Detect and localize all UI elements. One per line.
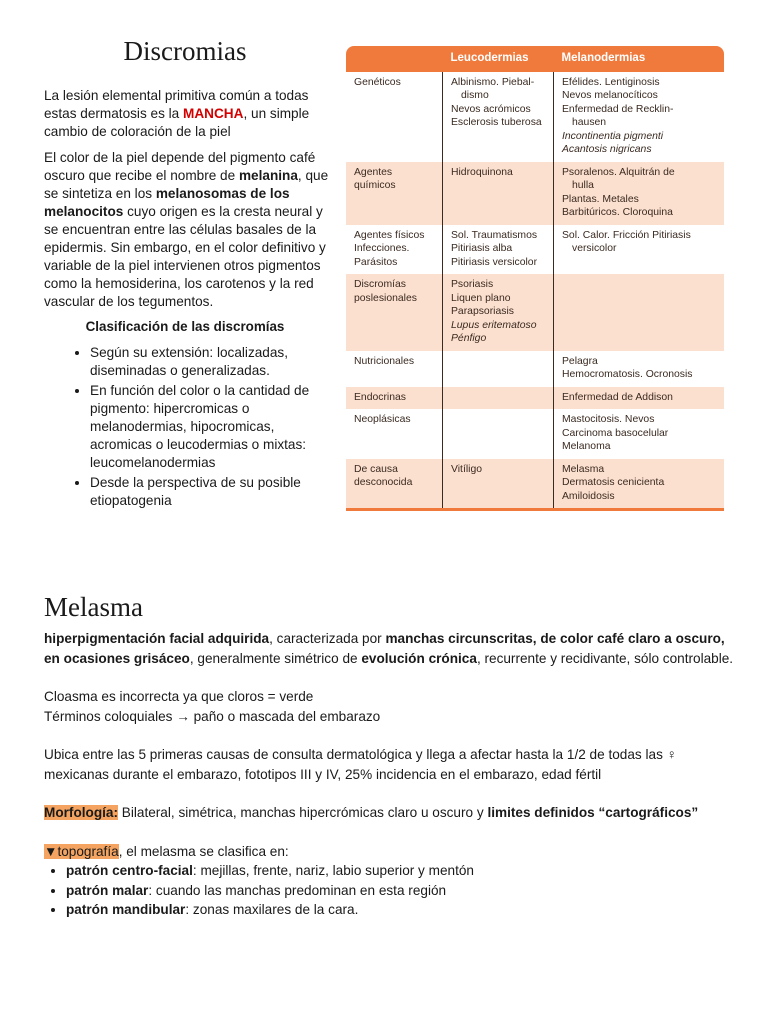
intro-paragraph: La lesión elemental primitiva común a todas estas dermatosis es la MANCHA, un simple cambio de coloración de la piel [44, 88, 310, 139]
table-row [346, 351, 724, 387]
list-item: • patrón centro-facial: mejillas, frente, nariz, labio superior y mentón [66, 861, 734, 881]
table-cell-melanodermias: Pelagra Hemocromatosis. Ocronosis [554, 351, 725, 387]
table-cell-category: Genéticos [346, 72, 443, 162]
table-cell-leucodermias [443, 387, 554, 410]
list-item: • Según su extensión: localizadas, diseminadas o generalizadas. [90, 344, 334, 380]
clasificacion-list [44, 344, 334, 510]
table-header-melanodermias: Melanodermias [554, 46, 725, 72]
table-cell-leucodermias: Albinismo. Piebal- dismo Nevos acrómicos Esclerosis tuberosa [443, 72, 554, 162]
table-cell-melanodermias: Enfermedad de Addison [554, 387, 725, 410]
melanosomas-term: melanosomas de los melanocitos [44, 186, 290, 219]
table-row [346, 162, 724, 225]
topografia-paragraph: ▼topografía, el melasma se clasifica en: [44, 843, 289, 859]
list-item: • Desde la perspectiva de su posible etiopatogenia [90, 474, 334, 510]
table-cell-leucodermias: Sol. Traumatismos Pitiriasis alba Pitiriasis versicolor [443, 225, 554, 275]
cloasma-note: Cloasma es incorrecta ya que cloros = verde [44, 689, 314, 704]
clasificacion-heading: Clasificación de las discromías [85, 319, 285, 334]
table-row [346, 409, 724, 459]
patrones-list [44, 861, 734, 920]
table-cell-melanodermias: Sol. Calor. Fricción Pitiriasis versicolor [554, 225, 725, 275]
table-cell-melanodermias: Melasma Dermatosis cenicienta Amiloidosis [554, 459, 725, 510]
discromias-title: Discromias [123, 36, 247, 66]
melasma-section [44, 592, 734, 920]
table-cell-melanodermias: Efélides. Lentiginosis Nevos melanocíticos Enfermedad de Recklin- hausen Incontinentia pigmenti Acantosis nigricans [554, 72, 725, 162]
table-cell-melanodermias: Psoralenos. Alquitrán de hulla Plantas. Metales Barbitúricos. Cloroquina [554, 162, 725, 225]
melasma-definition: hiperpigmentación facial adquirida, caracterizada por manchas circunscritas, de color café claro a oscuro, en ocasiones grisáceo, generalmente simétrico de evolución crónica, recurrente y recidivante, sólo controlable. [44, 631, 734, 666]
table-row [346, 274, 724, 351]
epidemiology-paragraph: Ubica entre las 5 primeras causas de consulta dermatológica y llega a afectar hasta la 1/2 de todas las ♀ mexicanas durante el embarazo, fototipos III y IV, 25% incidencia en el embarazo, edad fértil [44, 747, 677, 782]
table-cell-melanodermias [554, 274, 725, 351]
table-cell-leucodermias: Vitíligo [443, 459, 554, 510]
mancha-term: MANCHA [183, 106, 244, 121]
table-cell-leucodermias [443, 351, 554, 387]
table-row [346, 387, 724, 410]
color-paragraph: El color de la piel depende del pigmento café oscuro que recibe el nombre de melanina, que se sintetiza en los melanosomas de los melanocitos cuyo origen es la cresta neural y se encuentran entre las células basales de la epidermis. Sin embargo, en el color definitivo y variable de la piel intervienen otros pigmentos como la hemosiderina, los carotenos y la red vascular de los tegumentos. [44, 150, 329, 309]
table-cell-leucodermias: Psoriasis Liquen plano Parapsoriasis Lupus eritematoso Pénfigo [443, 274, 554, 351]
table-cell-category: Nutricionales [346, 351, 443, 387]
table-cell-category: Agentes químicos [346, 162, 443, 225]
morfologia-label: Morfología: [44, 805, 118, 820]
table-cell-category: Discromías poslesionales [346, 274, 443, 351]
table-cell-category: Neoplásicas [346, 409, 443, 459]
discromias-section [44, 36, 334, 512]
table-cell-leucodermias [443, 409, 554, 459]
melanina-term: melanina [238, 168, 298, 183]
morfologia-paragraph: Morfología: Bilateral, simétrica, manchas hipercrómicas claro u oscuro y limites definidos “cartográficos” [44, 805, 699, 820]
table-row [346, 459, 724, 510]
discromias-table [346, 46, 724, 511]
topografia-label: ▼topografía [44, 843, 119, 859]
table-cell-leucodermias: Hidroquinona [443, 162, 554, 225]
table-cell-category: De causa desconocida [346, 459, 443, 510]
table-header-row [346, 46, 724, 72]
classification-table [346, 46, 724, 511]
list-item: • patrón malar: cuando las manchas predominan en esta región [66, 881, 734, 901]
table-header-empty [346, 46, 443, 72]
table-cell-category: Agentes físicos Infecciones. Parásitos [346, 225, 443, 275]
coloquiales-note: Términos coloquiales → paño o mascada del embarazo [44, 708, 381, 724]
table-header-leucodermias: Leucodermias [443, 46, 554, 72]
melasma-title: Melasma [44, 592, 143, 622]
table-cell-melanodermias: Mastocitosis. Nevos Carcinoma basocelular Melanoma [554, 409, 725, 459]
table-cell-category: Endocrinas [346, 387, 443, 410]
table-row [346, 72, 724, 162]
table-row [346, 225, 724, 275]
list-item: • patrón mandibular: zonas maxilares de la cara. [66, 900, 734, 920]
list-item: • En función del color o la cantidad de pigmento: hipercromicas o melanodermias, hipocromicas, acromicas o leucodermias o mixtas: leucomelanodermias [90, 382, 334, 472]
